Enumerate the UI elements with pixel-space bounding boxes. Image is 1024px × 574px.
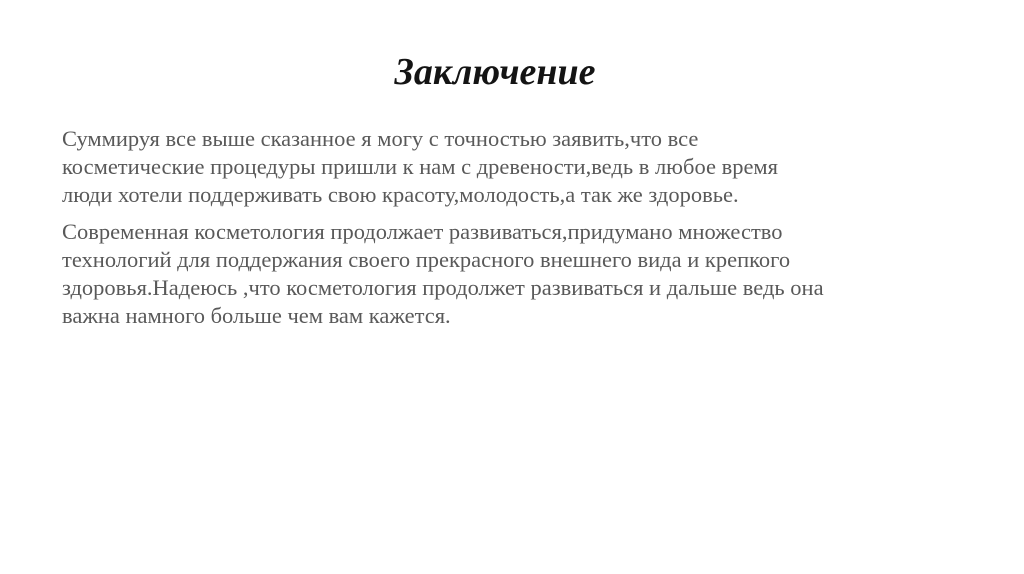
slide-body: [62, 125, 962, 339]
paragraph-2: [62, 218, 962, 330]
paragraph-1: [62, 125, 962, 209]
paragraph-line: здоровья.Надеюсь ,что косметология продолжет развиваться и дальше ведь она: [62, 275, 824, 300]
paragraph-line: Современная косметология продолжает развиваться,придумано множество: [62, 219, 783, 244]
paragraph-line: важна намного больше чем вам кажется.: [62, 303, 451, 328]
paragraph-line: технологий для поддержания своего прекрасного внешнего вида и крепкого: [62, 247, 791, 272]
slide-title: Заключение: [394, 51, 596, 93]
paragraph-line: косметические процедуры пришли к нам с древености,ведь в любое время: [62, 154, 779, 179]
paragraph-line: люди хотели поддерживать свою красоту,молодость,а так же здоровье.: [62, 182, 739, 207]
paragraph-line: Суммируя все выше сказанное я могу с точностью заявить,что все: [62, 126, 699, 151]
